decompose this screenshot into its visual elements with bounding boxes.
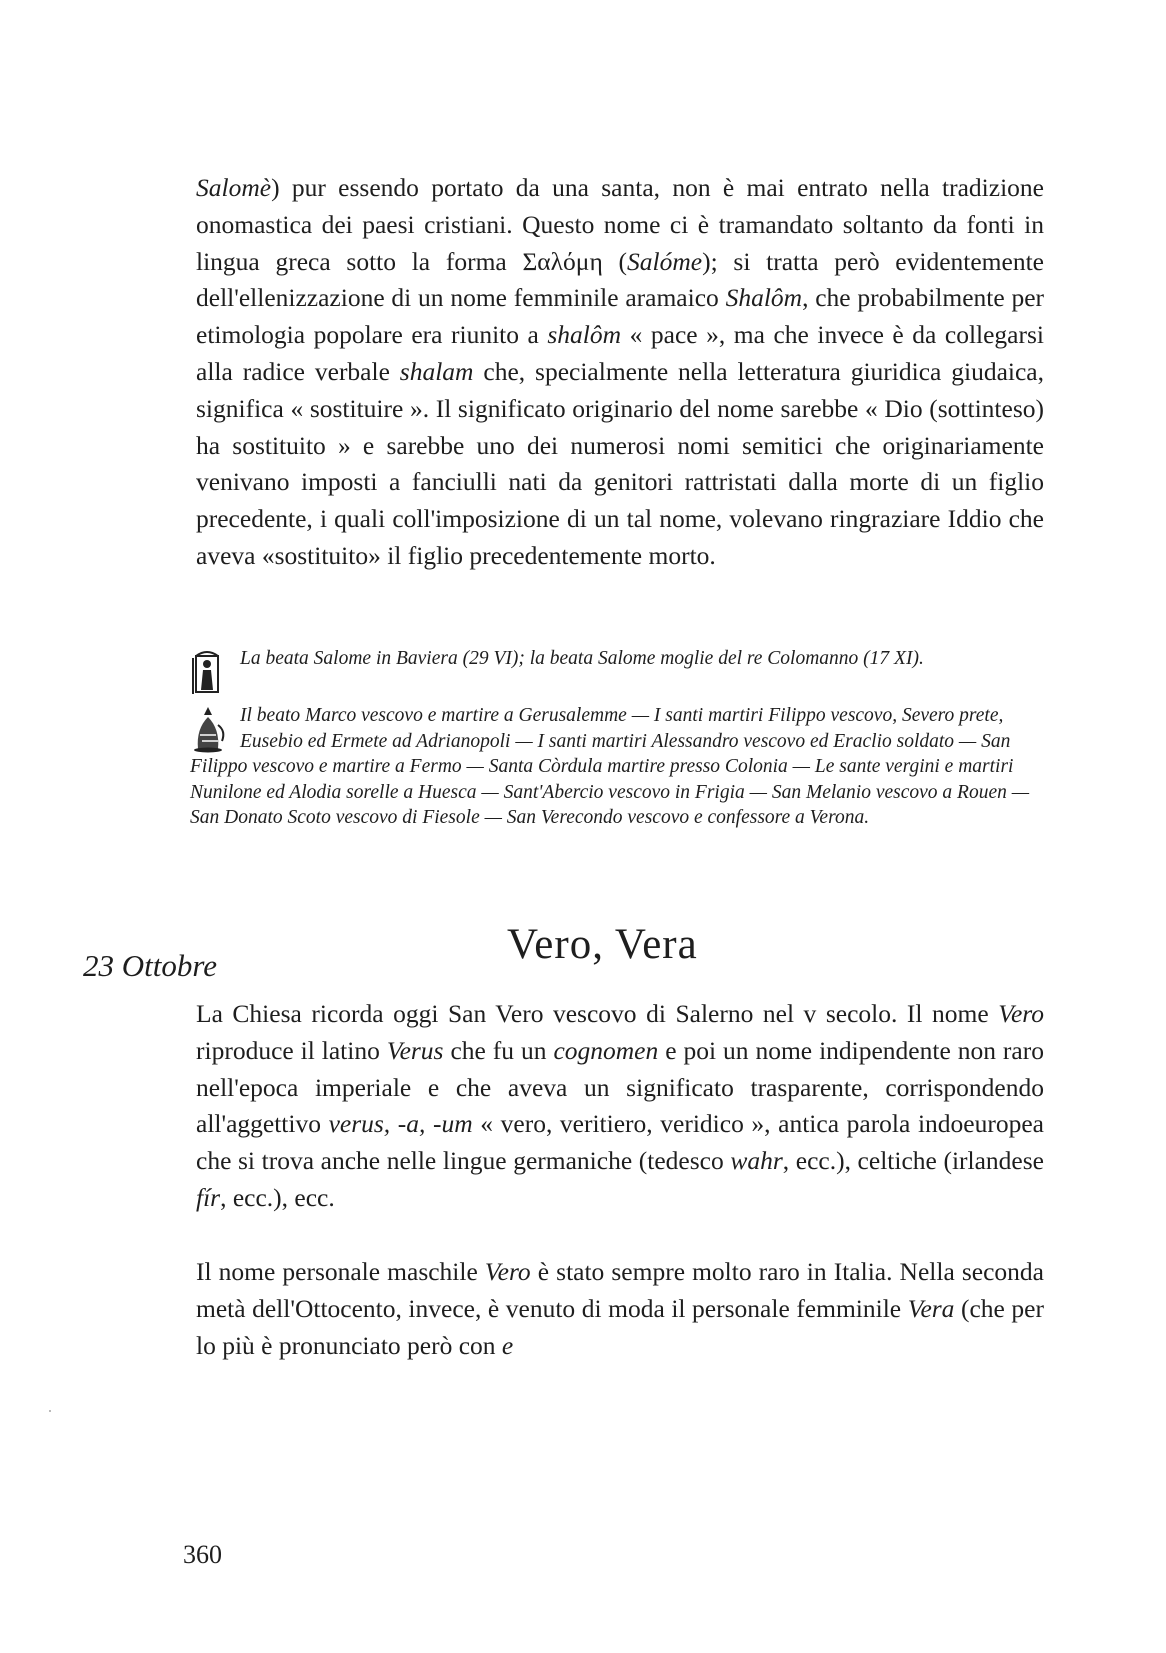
martyr-bishop-icon — [190, 705, 230, 753]
reliquary-figure-icon — [190, 648, 230, 696]
note-blessed: La beata Salome in Baviera (29 VI); la beata Salome moglie del re Colomanno (17 XI). — [190, 646, 1046, 696]
entry-date: 23 Ottobre — [83, 948, 218, 983]
greek-word: Σαλόμη — [522, 246, 603, 276]
entry-title: Vero, Vera — [507, 921, 698, 968]
paragraph-salome: Salomè) pur essendo portato da una santa, non è mai entrato nella tradizione onomastica dei paesi cristiani. Questo nome ci è tramandato soltanto da fonti in lingua greca sotto la forma Σαλόμη (Salóme); si tratta però evidentemente dell'ellenizzazione di un nome femminile aramaico Shalôm, che probabilmente per etimologia popolare era riunito a shalôm « pace », ma che invece è da collegarsi alla radice verbale shalam che, specialmente nella letteratura giuridica giudaica, significa « sostituire ». Il significato originario del nome sarebbe « Dio (sottinteso) ha sostituito » e sarebbe uno dei numerosi nomi semitici che originariamente venivano imposti a fanciulli nati da genitori rattristati dalla morte di un figlio precedente, i quali coll'imposizione di un tal nome, volevano ringraziare Iddio che aveva «sostituito» il figlio precedentemente morto. — [196, 173, 1045, 570]
paragraph-vera: Il nome personale maschile Vero è stato sempre molto raro in Italia. Nella seconda metà dell'Ottocento, invece, è venuto di moda il personale femminile Vera (che per lo più è pronunciato però con e — [196, 1257, 1044, 1360]
italic-salome: Salomè — [196, 173, 272, 202]
paragraph-vero: La Chiesa ricorda oggi San Vero vescovo di Salerno nel v secolo. Il nome Vero riproduce il latino Verus che fu un cognomen e poi un nome indipendente non raro nell'epoca imperiale e che aveva un significato trasparente, corrispondendo all'aggettivo verus, -a, -um « vero, veritiero, veridico », antica parola indoeuropea che si trova anche nelle lingue germaniche (tedesco wahr, ecc.), celtiche (irlandese fír, ecc.), ecc. — [196, 999, 1044, 1212]
page-number: 360 — [183, 1540, 222, 1569]
note-saints: Il beato Marco vescovo e martire a Gerusalemme — I santi martiri Filippo vescovo, Severo prete, Eusebio ed Ermete ad Adrianopoli — I santi martiri Alessandro vescovo ed Eraclio soldato — San Filippo vescovo e martire a Fermo — Santa Còrdula martire presso Colonia — Le sante vergini e martiri Nunilone ed Alodia sorelle a Huesca — Sant'Abercio vescovo in Frigia — San Melanio vescovo a Rouen — San Donato Scoto vescovo di Fiesole — San Verecondo vescovo e confessore a Verona. — [190, 705, 1030, 829]
scan-speck — [49, 1410, 51, 1412]
